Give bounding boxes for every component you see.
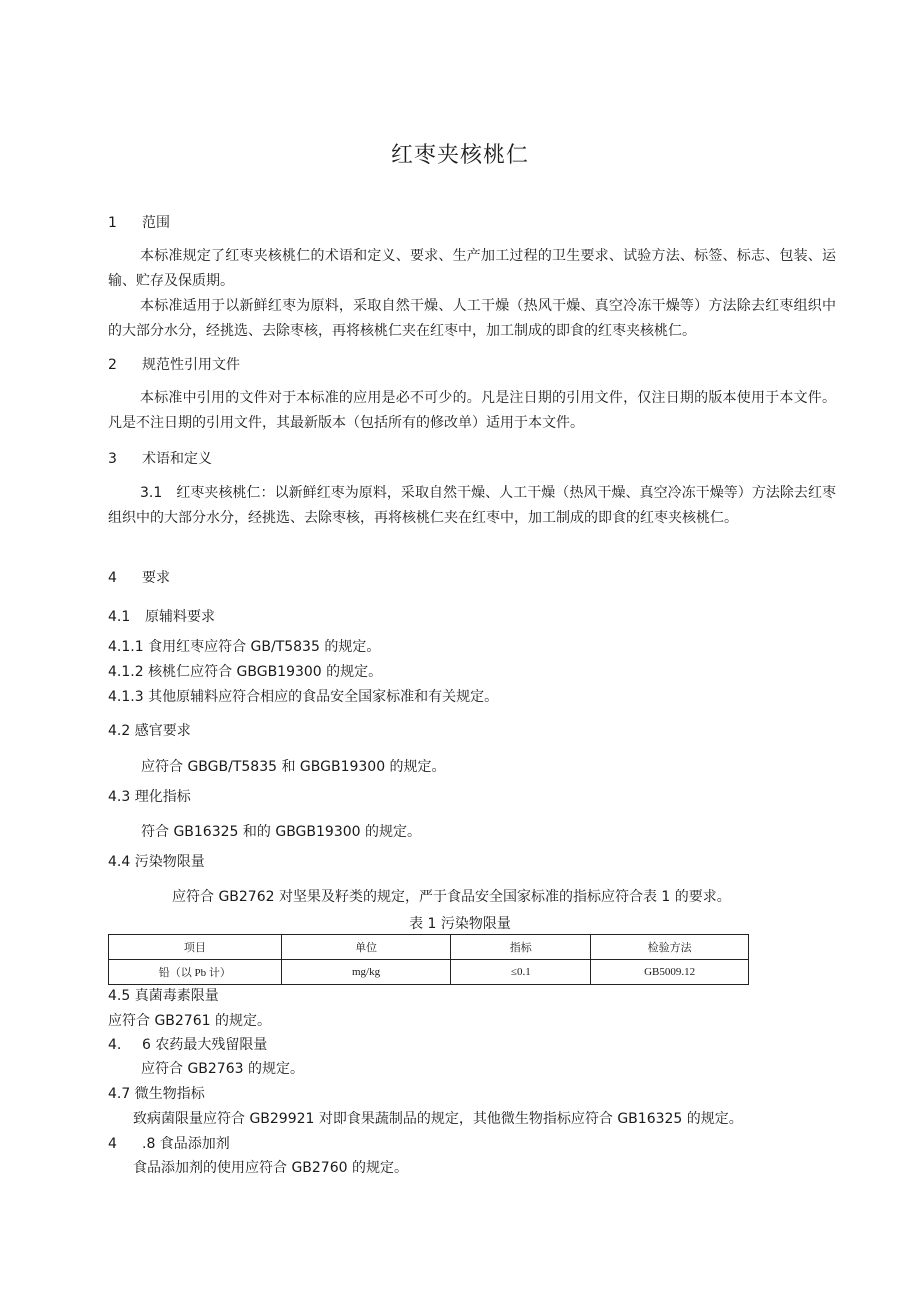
section-2-heading — [108, 355, 240, 375]
section-4-5-heading: 4.5 真菌毒素限量 — [108, 988, 219, 1004]
section-4-7-heading: 4.7 微生物指标 — [108, 1086, 205, 1102]
section-4-2-heading: 4.2 感官要求 — [108, 723, 191, 739]
section-number: 4 — [108, 570, 117, 586]
section-4-heading — [108, 568, 170, 588]
section-4-6-heading — [108, 1035, 267, 1055]
section-1-paragraph-2: 本标准适用于以新鲜红枣为原料，采取自然干燥、人工干燥（热风干燥、真空冷冻干燥等）方法除去红枣组织中的大部分水分，经挑选、去除枣核，再将核桃仁夹在红枣中，加工制成的即食的红枣夹核桃仁。 — [108, 298, 836, 339]
section-number: 1 — [108, 215, 117, 231]
section-4-4-body: 应符合 GB2762 对坚果及籽类的规定，严于食品安全国家标准的指标应符合表 1 的要求。 — [172, 889, 731, 905]
table-cell: 铅（以 Pb 计） — [109, 960, 282, 985]
section-4-6-body: 应符合 GB2763 的规定。 — [141, 1061, 304, 1077]
table-cell: GB5009.12 — [591, 960, 749, 985]
section-title: 规范性引用文件 — [142, 357, 240, 373]
table-caption: 表 1 污染物限量 — [409, 916, 511, 932]
section-4-4-heading: 4.4 污染物限量 — [108, 854, 205, 870]
section-4-3-heading: 4.3 理化指标 — [108, 789, 191, 805]
table-row — [109, 960, 749, 985]
section-4-5-body: 应符合 GB2761 的规定。 — [108, 1013, 271, 1029]
section-number: 2 — [108, 357, 117, 373]
section-1-paragraph-1: 本标准规定了红枣夹核桃仁的术语和定义、要求、生产加工过程的卫生要求、试验方法、标签、标志、包装、运输、贮存及保质期。 — [108, 248, 836, 289]
section-1-heading — [108, 213, 170, 233]
section-title: .8 食品添加剂 — [142, 1136, 230, 1152]
section-4-8-heading — [108, 1134, 230, 1154]
section-4-7-body: 致病菌限量应符合 GB29921 对即食果蔬制品的规定，其他微生物指标应符合 GB16325 的规定。 — [133, 1111, 743, 1127]
section-4-2-body: 应符合 GBGB/T5835 和 GBGB19300 的规定。 — [141, 759, 446, 775]
section-title: 要求 — [142, 570, 170, 586]
document-title: 红枣夹核桃仁 — [390, 143, 529, 168]
table-header-cell: 指标 — [451, 935, 591, 960]
section-number: 4.1 — [108, 609, 131, 625]
section-title: 术语和定义 — [142, 451, 212, 467]
section-3-heading — [108, 449, 212, 469]
table-cell: ≤0.1 — [451, 960, 591, 985]
section-2-paragraph-1: 本标准中引用的文件对于本标准的应用是必不可少的。凡是注日期的引用文件，仅注日期的版本使用于本文件。凡是不注日期的引用文件，其最新版本（包括所有的修改单）适用于本文件。 — [108, 390, 836, 431]
clause-4-1-3: 4.1.3 其他原辅料应符合相应的食品安全国家标准和有关规定。 — [108, 689, 499, 705]
section-title: 6 农药最大残留限量 — [142, 1037, 268, 1053]
section-4-1-heading — [108, 607, 215, 627]
section-title: 原辅料要求 — [145, 609, 215, 625]
section-number: 4. — [108, 1037, 122, 1053]
contaminant-limit-table — [108, 934, 749, 985]
section-4-8-body: 食品添加剂的使用应符合 GB2760 的规定。 — [133, 1160, 408, 1176]
clause-4-1-2: 4.1.2 核桃仁应符合 GBGB19300 的规定。 — [108, 664, 383, 680]
section-4-3-body: 符合 GB16325 和的 GBGB19300 的规定。 — [141, 824, 421, 840]
table-header-cell: 项目 — [109, 935, 282, 960]
table-header-cell: 单位 — [281, 935, 451, 960]
section-number: 4 — [108, 1136, 117, 1152]
clause-4-1-1: 4.1.1 食用红枣应符合 GB/T5835 的规定。 — [108, 639, 381, 655]
section-3-paragraph-1: 3.1 红枣夹核桃仁：以新鲜红枣为原料，采取自然干燥、人工干燥（热风干燥、真空冷冻干燥等）方法除去红枣组织中的大部分水分，经挑选、去除枣核，再将核桃仁夹在红枣中，加工制成的即食的红枣夹核桃仁。 — [108, 485, 836, 526]
table-header-cell: 检验方法 — [591, 935, 749, 960]
section-number: 3 — [108, 451, 117, 467]
table-cell: mg/kg — [281, 960, 451, 985]
section-title: 范围 — [142, 215, 170, 231]
table-header-row — [109, 935, 749, 960]
